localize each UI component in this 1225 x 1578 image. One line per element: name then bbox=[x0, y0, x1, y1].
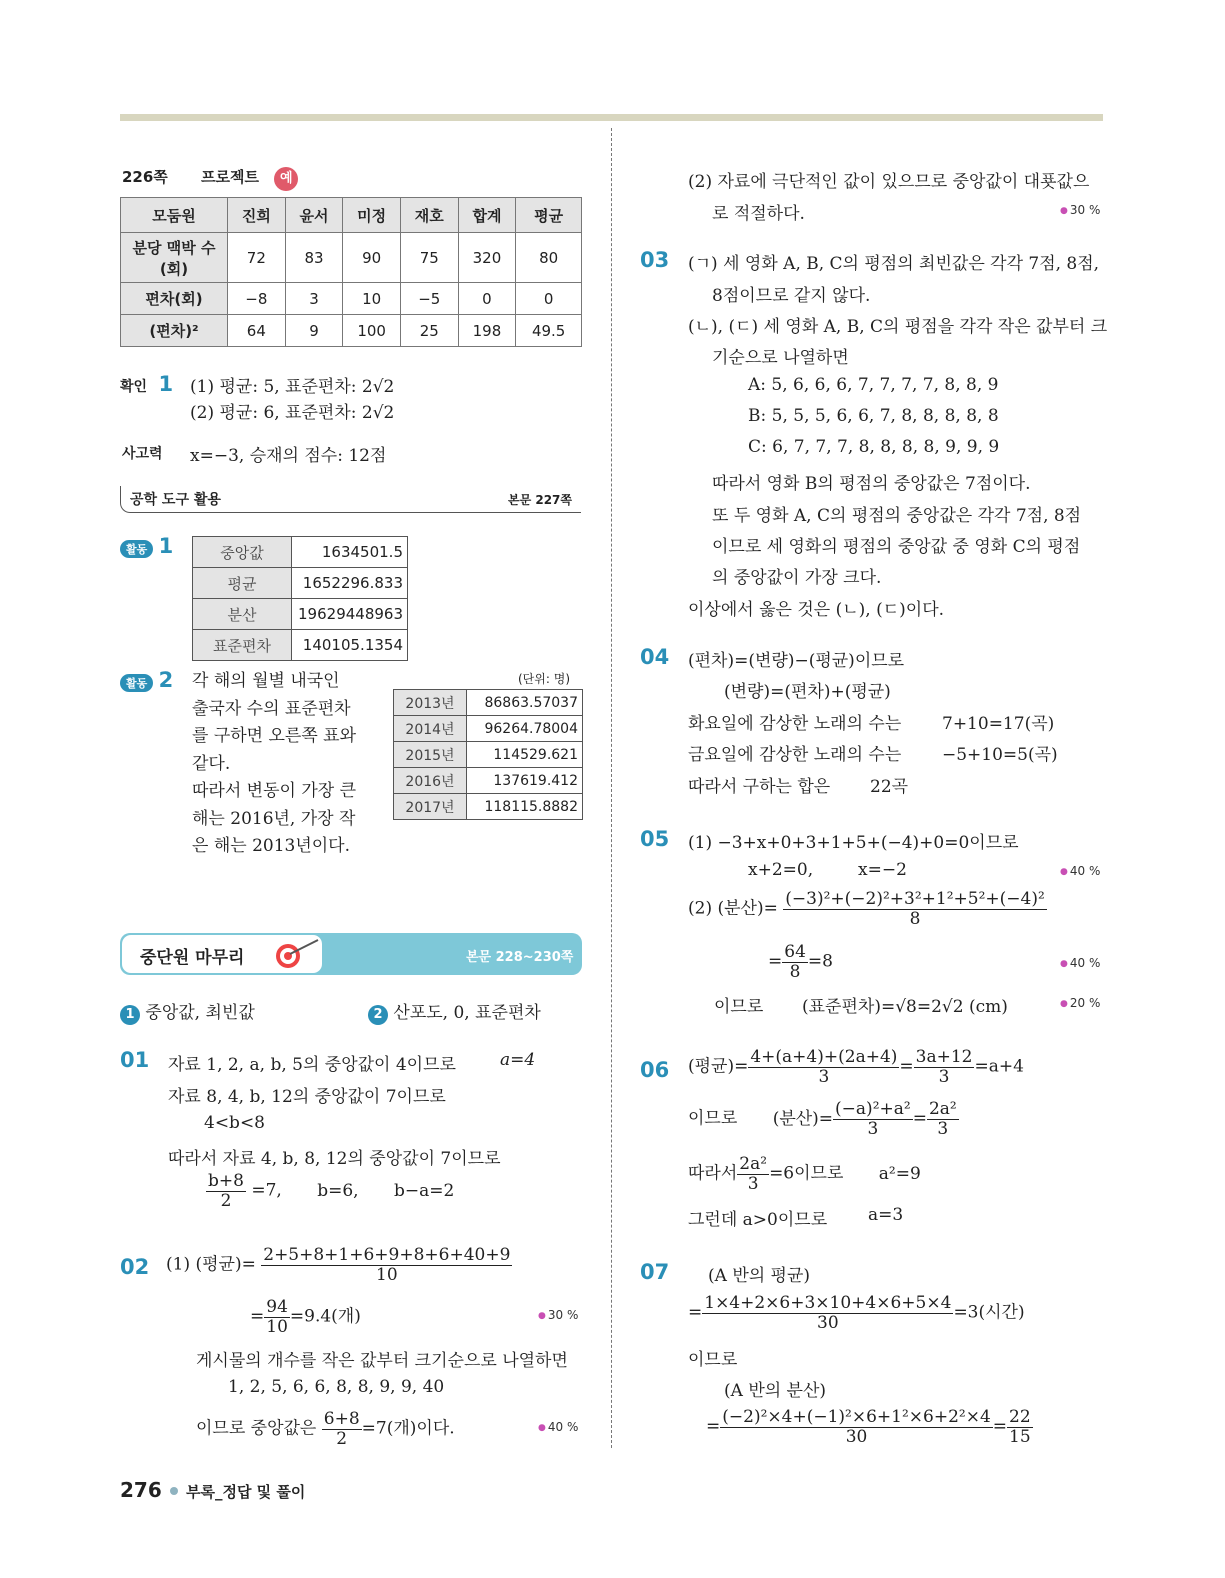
check-num: 1 bbox=[158, 372, 174, 396]
cell-key: 2016년 bbox=[394, 768, 467, 794]
column-divider bbox=[611, 128, 612, 1448]
q05-line-2b: x=−2 bbox=[858, 860, 907, 880]
cell-key: 분산 bbox=[193, 599, 292, 630]
q06-num: 06 bbox=[640, 1058, 670, 1082]
q01-line-1: 자료 1, 2, a, b, 5의 중앙값이 4이므로 bbox=[168, 1055, 456, 1075]
denominator: 10 bbox=[266, 1316, 288, 1337]
q05-num: 05 bbox=[640, 827, 670, 851]
activity2-num: 2 bbox=[158, 668, 174, 692]
th-1: 진희 bbox=[228, 198, 286, 233]
q05-fraction-2 bbox=[782, 943, 808, 981]
q07-line-3: 이므로 bbox=[688, 1350, 738, 1370]
q05-line-2: x+2=0, bbox=[748, 860, 814, 880]
denominator: 15 bbox=[1009, 1426, 1031, 1447]
q05-variance-label: (2) (분산)= bbox=[688, 898, 778, 919]
numerator: 3a+12 bbox=[915, 1047, 973, 1067]
cell: 72 bbox=[228, 233, 286, 283]
q02-fraction-1 bbox=[261, 1246, 512, 1284]
project-label: 프로젝트 bbox=[201, 168, 260, 186]
cell: 49.5 bbox=[516, 315, 582, 347]
thinking-text: x=−3, 승재의 점수: 12점 bbox=[190, 446, 387, 466]
cell: 320 bbox=[458, 233, 516, 283]
q04-line-4: 금요일에 감상한 노래의 수는 bbox=[688, 745, 902, 765]
table-row bbox=[394, 742, 583, 768]
text-line: 해는 2016년, 가장 작 bbox=[192, 808, 356, 829]
answer-1-text: 중앙값, 최빈값 bbox=[145, 1003, 255, 1023]
q04-line-1: (편차)=(변량)−(평균)이므로 bbox=[688, 651, 905, 671]
row-label: 분당 맥박 수(회) bbox=[121, 233, 228, 283]
q02-pct-2: ● 40 % bbox=[538, 1420, 578, 1434]
cell-value: 137619.412 bbox=[467, 768, 583, 794]
q06-therefore: 따라서 bbox=[688, 1163, 738, 1184]
cell-key: 2013년 bbox=[394, 690, 467, 716]
q05-line-5: 이므로 bbox=[714, 997, 764, 1017]
th-3: 미정 bbox=[343, 198, 401, 233]
q02-fraction-2 bbox=[264, 1298, 290, 1336]
q04-line-3: 화요일에 감상한 노래의 수는 bbox=[688, 714, 902, 734]
tool-section-title: 공학 도구 활용 bbox=[130, 492, 221, 508]
q03-line-2: 8점이므로 같지 않다. bbox=[712, 286, 871, 306]
activity1-label bbox=[120, 534, 173, 558]
table-row bbox=[394, 690, 583, 716]
q02-line-3: 게시물의 개수를 작은 값부터 크기순으로 나열하면 bbox=[196, 1351, 568, 1371]
q02-line-1 bbox=[166, 1246, 512, 1284]
q02-median-value: =7(개)이다. bbox=[361, 1418, 455, 1439]
project-page: 226쪽 bbox=[122, 168, 168, 186]
q02-num: 02 bbox=[120, 1255, 150, 1279]
q04-num: 04 bbox=[640, 645, 670, 669]
q03-list-a: A: 5, 6, 6, 6, 7, 7, 7, 7, 8, 8, 9 bbox=[748, 375, 999, 395]
q04-line-5b: 22곡 bbox=[870, 777, 909, 797]
cell-value: 1652296.833 bbox=[292, 568, 408, 599]
q05-line-1: (1) −3+x+0+3+1+5+(−4)+0=0이므로 bbox=[688, 833, 1019, 853]
q02-line-5 bbox=[196, 1410, 455, 1448]
answer-2-text: 산포도, 0, 표준편차 bbox=[393, 1003, 541, 1023]
review-ref: 본문 228~230쪽 bbox=[466, 950, 574, 965]
cell: 0 bbox=[516, 283, 582, 315]
text-line: 은 해는 2013년이다. bbox=[192, 836, 351, 856]
q01-b: b=6, bbox=[317, 1180, 359, 1201]
text-line: 같다. bbox=[192, 753, 231, 774]
check-label: 확인 bbox=[120, 379, 148, 395]
cell-value: 86863.57037 bbox=[467, 690, 583, 716]
q06-fraction-4 bbox=[927, 1100, 959, 1138]
cell: 64 bbox=[228, 315, 286, 347]
page-number: 276 bbox=[120, 1478, 162, 1502]
text-line: 출국자 수의 표준편차 bbox=[192, 698, 351, 719]
table-header-row bbox=[121, 198, 582, 233]
table-row bbox=[121, 233, 582, 283]
th-4: 재호 bbox=[400, 198, 458, 233]
numerator: (−2)²×4+(−1)²×6+1²×6+2²×4 bbox=[722, 1407, 991, 1427]
q04-line-4b: −5+10=5(곡) bbox=[942, 745, 1058, 765]
answer-1 bbox=[120, 998, 255, 1025]
th-2: 윤서 bbox=[285, 198, 343, 233]
denominator: 30 bbox=[817, 1312, 839, 1333]
numerator: (−a)²+a² bbox=[835, 1099, 911, 1119]
activity2-badge: 활동 bbox=[120, 674, 153, 692]
footer-dot bbox=[170, 1487, 178, 1495]
text-line: 를 구하면 오른쪽 표와 bbox=[192, 726, 357, 746]
q06-line-2: 이므로 (분산)= $\frac{\text{(−a)²+a²}}{3}$ = $\frac{\text{2a²}}{3}$ bbox=[688, 1099, 957, 1139]
q06-eq: =6이므로 bbox=[769, 1163, 844, 1184]
numerator: 22 bbox=[1009, 1407, 1031, 1427]
q03-line-4: 기순으로 나열하면 bbox=[712, 348, 849, 368]
activity2-text bbox=[192, 668, 356, 861]
q05-line-3 bbox=[688, 890, 1047, 928]
answer-1-marker: 1 bbox=[120, 1005, 140, 1025]
denominator: 8 bbox=[789, 961, 801, 982]
q07-fraction-2 bbox=[720, 1408, 993, 1446]
project-header bbox=[122, 166, 298, 191]
cell: 10 bbox=[343, 283, 401, 315]
q06-line-3 bbox=[688, 1155, 921, 1193]
q02b-line-2: 로 적절하다. bbox=[712, 204, 805, 224]
activity1-badge: 활동 bbox=[120, 540, 153, 558]
q06-result: a=3 bbox=[868, 1205, 904, 1225]
q02-fraction-3 bbox=[322, 1410, 362, 1448]
q01-line-3: 4<b<8 bbox=[204, 1113, 266, 1133]
q02-mean-value: =9.4(개) bbox=[289, 1306, 361, 1327]
cell: 75 bbox=[400, 233, 458, 283]
q01-eq: =7, bbox=[251, 1180, 282, 1201]
numerator: 6+8 bbox=[323, 1409, 360, 1429]
activity2-table bbox=[393, 689, 583, 820]
table-row bbox=[394, 794, 583, 820]
thinking-label: 사고력 bbox=[122, 446, 163, 462]
target-icon bbox=[270, 936, 326, 972]
cell: 80 bbox=[516, 233, 582, 283]
q04-line-5: 따라서 구하는 합은 bbox=[688, 777, 831, 797]
cell: 9 bbox=[285, 315, 343, 347]
cell-key: 2017년 bbox=[394, 794, 467, 820]
denominator: 10 bbox=[376, 1264, 398, 1285]
cell: 0 bbox=[458, 283, 516, 315]
q02-pct-1: ● 30 % bbox=[538, 1308, 578, 1322]
denominator: 30 bbox=[845, 1426, 868, 1447]
q07-line-1: (A 반의 평균) bbox=[708, 1266, 811, 1286]
cell: −5 bbox=[400, 283, 458, 315]
cell: 100 bbox=[343, 315, 401, 347]
cell-value: 140105.1354 bbox=[292, 630, 408, 661]
q05-pct-2: ● 40 % bbox=[1060, 956, 1100, 970]
q01-result: b−a=2 bbox=[394, 1180, 455, 1201]
numerator: 64 bbox=[784, 942, 806, 962]
q07-line-5: = $\frac{\text{(−2)²×4+(−1)²×6+1²×6+2²×4}}{30}$ = $\frac{22}{15}$ bbox=[706, 1407, 1031, 1447]
table-row bbox=[193, 568, 408, 599]
table-row bbox=[121, 315, 582, 347]
q05-pct-3: ● 20 % bbox=[1060, 996, 1100, 1010]
q06-so: 이므로 bbox=[688, 1108, 738, 1129]
denominator: 8 bbox=[909, 908, 921, 929]
q07-mean-value: =3(시간) bbox=[953, 1302, 1025, 1323]
denominator: 3 bbox=[937, 1118, 949, 1139]
q01-line-1b: a=4 bbox=[500, 1050, 536, 1070]
numerator: 2+5+8+1+6+9+8+6+40+9 bbox=[263, 1245, 511, 1265]
q05-line-5b: (표준편차)=√8=2√2 (cm) bbox=[802, 997, 1008, 1017]
q06-fraction-5 bbox=[737, 1155, 769, 1193]
answer-2-marker: 2 bbox=[368, 1005, 388, 1025]
cell-value: 114529.621 bbox=[467, 742, 583, 768]
q07-fraction-1 bbox=[702, 1294, 953, 1332]
activity2-label bbox=[120, 668, 173, 692]
project-table bbox=[120, 197, 582, 347]
table-row bbox=[394, 768, 583, 794]
cell: 3 bbox=[285, 283, 343, 315]
denominator: 2 bbox=[220, 1190, 232, 1211]
q07-num: 07 bbox=[640, 1260, 670, 1284]
table-row bbox=[121, 283, 582, 315]
row-label: 편차(회) bbox=[121, 283, 228, 315]
numerator: 2a² bbox=[928, 1099, 957, 1119]
q05-variance-value: =8 bbox=[807, 951, 833, 972]
denominator: 2 bbox=[336, 1428, 348, 1449]
tool-section-ref: 본문 227쪽 bbox=[508, 493, 573, 507]
q06-fraction-3 bbox=[833, 1100, 913, 1138]
q05-fraction-1 bbox=[783, 890, 1047, 928]
cell: 83 bbox=[285, 233, 343, 283]
cell: 90 bbox=[343, 233, 401, 283]
q06-fraction-2 bbox=[914, 1048, 975, 1086]
activity2-unit: (단위: 명) bbox=[518, 672, 570, 686]
q06-mean-value: =a+4 bbox=[974, 1056, 1024, 1077]
activity1-table bbox=[192, 536, 408, 661]
cell: 198 bbox=[458, 315, 516, 347]
cell-key: 표준편차 bbox=[193, 630, 292, 661]
denominator: 3 bbox=[747, 1173, 759, 1194]
q03-list-b: B: 5, 5, 5, 6, 6, 7, 8, 8, 8, 8, 8 bbox=[748, 406, 999, 426]
footer-text: 부록_정답 및 풀이 bbox=[186, 1483, 306, 1501]
q03-line-7: 이므로 세 영화의 평점의 중앙값 중 영화 C의 평점 bbox=[712, 537, 1081, 557]
answer-2 bbox=[368, 998, 541, 1025]
q01-line-2: 자료 8, 4, b, 12의 중앙값이 7이므로 bbox=[168, 1087, 446, 1107]
cell-key: 2015년 bbox=[394, 742, 467, 768]
q03-line-3: (ㄴ), (ㄷ) 세 영화 A, B, C의 평점을 각각 작은 값부터 크 bbox=[688, 317, 1108, 337]
q05-line-4: = $\frac{64}{8}$ =8 bbox=[768, 942, 833, 982]
q04-line-2: (변량)=(편차)+(평균) bbox=[724, 682, 891, 702]
check-block bbox=[120, 372, 173, 396]
q03-line-9: 이상에서 옳은 것은 (ㄴ), (ㄷ)이다. bbox=[688, 600, 945, 620]
th-0: 모둠원 bbox=[121, 198, 228, 233]
table-row bbox=[394, 716, 583, 742]
cell: −8 bbox=[228, 283, 286, 315]
cell-key: 중앙값 bbox=[193, 537, 292, 568]
q01-fraction bbox=[206, 1172, 246, 1210]
q03-num: 03 bbox=[640, 248, 670, 272]
cell-value: 96264.78004 bbox=[467, 716, 583, 742]
numerator: 1×4+2×6+3×10+4×6+5×4 bbox=[704, 1293, 952, 1313]
denominator: 3 bbox=[938, 1066, 950, 1087]
numerator: b+8 bbox=[208, 1171, 244, 1191]
q02-mean-label: (1) (평균)= bbox=[166, 1254, 256, 1275]
top-rule bbox=[120, 114, 1103, 121]
q03-line-5: 따라서 영화 B의 평점의 중앙값은 7점이다. bbox=[712, 474, 1031, 494]
q04-line-3b: 7+10=17(곡) bbox=[942, 714, 1055, 734]
q06-fraction-1 bbox=[748, 1048, 899, 1086]
q06-mean-label: (평균)= bbox=[688, 1056, 749, 1077]
text-line: 각 해의 월별 내국인 bbox=[192, 671, 340, 691]
q01-line-4: 따라서 자료 4, b, 8, 12의 중앙값이 7이므로 bbox=[168, 1149, 501, 1169]
q07-line-4: (A 반의 분산) bbox=[724, 1381, 827, 1401]
text-line: 따라서 변동이 가장 큰 bbox=[192, 781, 357, 801]
q03-line-8: 의 중앙값이 가장 크다. bbox=[712, 568, 882, 588]
table-row bbox=[193, 630, 408, 661]
check-line-2: (2) 평균: 6, 표준편차: 2√2 bbox=[190, 403, 395, 423]
denominator: 3 bbox=[867, 1118, 879, 1139]
numerator: 2a² bbox=[739, 1154, 768, 1174]
cell-value: 118115.8882 bbox=[467, 794, 583, 820]
q06-variance-label: (분산)= bbox=[772, 1108, 834, 1129]
q06-line-1: (평균)= $\frac{4+(a+4)+(2a+4)}{3}$ = $\frac{3a+12}{3}$ =a+4 bbox=[688, 1047, 1024, 1087]
q06-a-squared: a²=9 bbox=[878, 1163, 921, 1184]
q03-line-1: (ㄱ) 세 영화 A, B, C의 평점의 최빈값은 각각 7점, 8점, bbox=[688, 254, 1100, 274]
numerator: 94 bbox=[266, 1297, 288, 1317]
q02-line-4: 1, 2, 5, 6, 6, 8, 8, 9, 9, 40 bbox=[228, 1377, 445, 1397]
q02b-line-1: (2) 자료에 극단적인 값이 있으므로 중앙값이 대푯값으 bbox=[688, 172, 1090, 192]
numerator: (−3)²+(−2)²+3²+1²+5²+(−4)² bbox=[785, 889, 1045, 909]
q02-line-2: = $\frac{94}{10}$ =9.4(개) bbox=[250, 1297, 361, 1337]
q03-list-c: C: 6, 7, 7, 7, 8, 8, 8, 8, 9, 9, 9 bbox=[748, 437, 1000, 457]
q01-num: 01 bbox=[120, 1048, 150, 1072]
numerator: 4+(a+4)+(2a+4) bbox=[750, 1047, 898, 1067]
q07-line-2: = $\frac{1\times 4+2\times 6+3\times 10+4\times 6+5\times 4}{30}$ =3(시간) bbox=[688, 1293, 1025, 1333]
table-row bbox=[193, 599, 408, 630]
q01-line-5 bbox=[206, 1172, 454, 1210]
project-badge: 예 bbox=[274, 167, 298, 191]
q06-line-4: 그런데 a>0이므로 bbox=[688, 1210, 828, 1230]
activity1-num: 1 bbox=[158, 534, 174, 558]
cell-key: 2014년 bbox=[394, 716, 467, 742]
th-5: 합계 bbox=[458, 198, 516, 233]
check-line-1: (1) 평균: 5, 표준편차: 2√2 bbox=[190, 377, 395, 397]
q02-median-label: 이므로 중앙값은 bbox=[196, 1418, 317, 1439]
table-row bbox=[193, 537, 408, 568]
q05-pct-1: ● 40 % bbox=[1060, 864, 1100, 878]
row-label: (편차)² bbox=[121, 315, 228, 347]
denominator: 3 bbox=[818, 1066, 830, 1087]
review-title: 중단원 마무리 bbox=[140, 948, 245, 968]
q02b-pct: ● 30 % bbox=[1060, 203, 1100, 217]
cell-value: 19629448963 bbox=[292, 599, 408, 630]
cell: 25 bbox=[400, 315, 458, 347]
cell-key: 평균 bbox=[193, 568, 292, 599]
th-6: 평균 bbox=[516, 198, 582, 233]
cell-value: 1634501.5 bbox=[292, 537, 408, 568]
q07-fraction-3 bbox=[1007, 1408, 1033, 1446]
q03-line-6: 또 두 영화 A, C의 평점의 중앙값은 각각 7점, 8점 bbox=[712, 506, 1082, 526]
